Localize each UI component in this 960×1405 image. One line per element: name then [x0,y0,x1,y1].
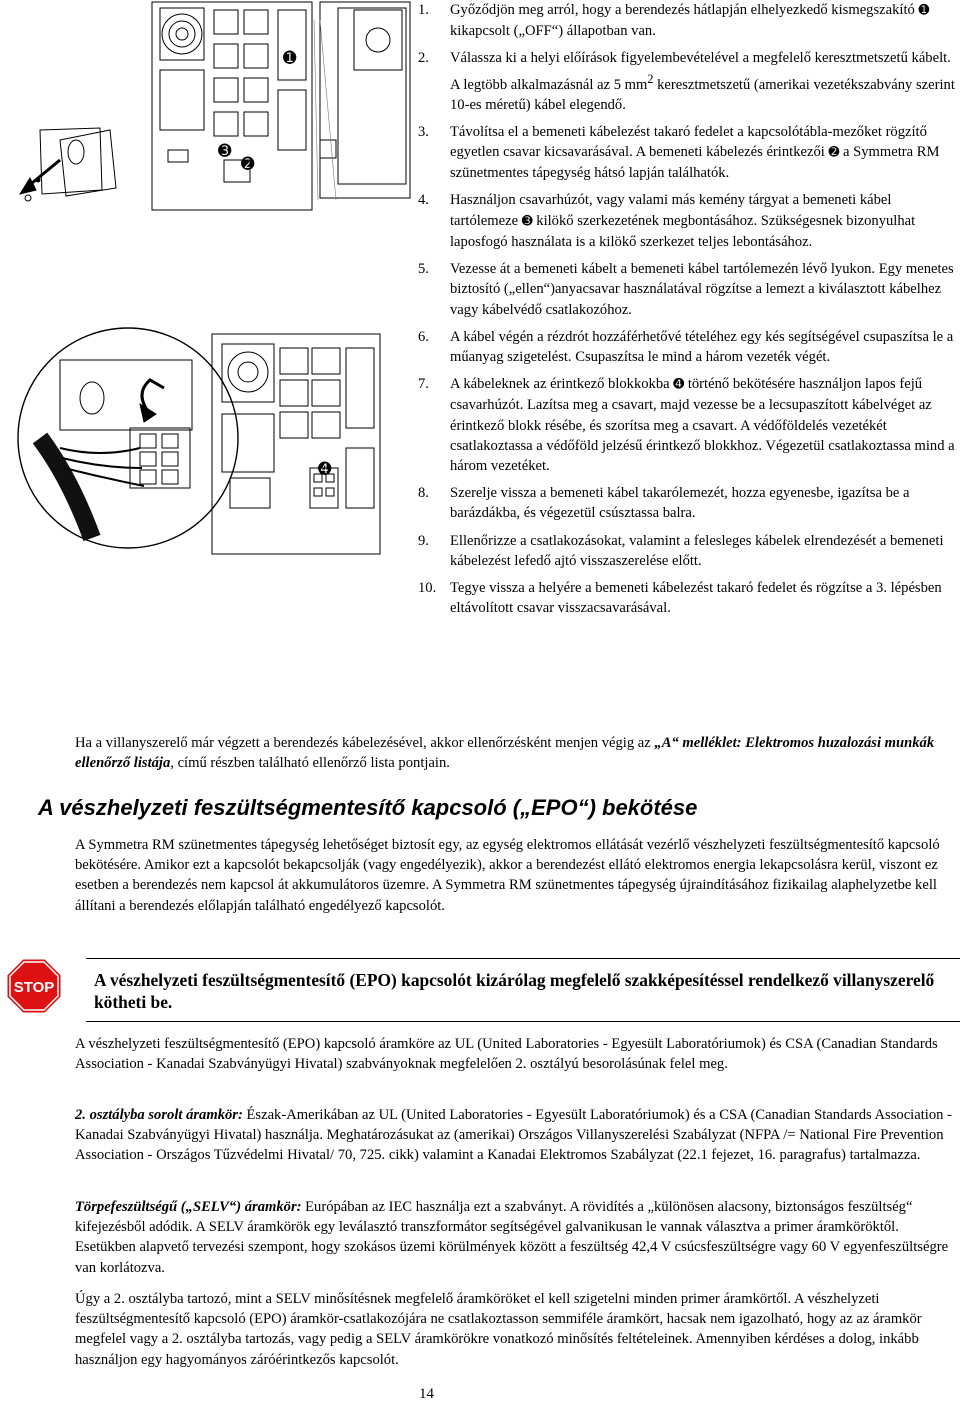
isolation-paragraph: Úgy a 2. osztályba tartozó, mint a SELV minősítésnek megfelelő áramköröket el kell szigetelni minden primer áramkörtől. A vészhelyzeti feszültségmentesítő kapcsoló (EPO) áramkör-csatlakozójára ne csatlakoztasson semmiféle áramkört, hacsak nem igazolható, hogy az az áramkör megfelel vagy a 2. osztályba tartozás, vagy pedig a SELV áramkörökre vonatkozó minősítés feltételeinek. Amennyiben kérdéses a dolog, inkább használjon egy hagyományos záróérintkezős kapcsolót. [75,1291,922,1368]
marker-1: ➊ [283,48,297,67]
step-10: 10. Tegye vissza a helyére a bemeneti kábelezést takaró fedelet és rögzítse a 3. lépésben eltávolított csavar visszacsavarásával. [418,579,942,617]
warning-box: A vészhelyzeti feszültségmentesítő (EPO) kapcsolót kizárólag megfelelő szakképesítéssel rendelkező villanyszerelő kötheti be. [86,958,960,1022]
selv-term: Törpefeszültségű („SELV“) áramkör: [75,1199,302,1215]
checklist-note: Ha a villanyszerelő már végzett a berendezés kábelezésével, akkor ellenőrzésként menjen végig az „A“ melléklet: Elektromos huzalozási munkák ellenőrző listája, című részben található ellenőrző lista pontjain. [75,735,935,772]
rear-panel-figure-top [0,0,412,215]
stop-sign-label: STOP [13,979,55,996]
step-4: 4. Használjon csavarhúzót, vagy valami más kemény tárgyat a bemeneti kábel tartólemeze ➌ kilökő szerkezetének megbontásához. Szükségesnek bizonyulhat laposfogó használata is a kilökő szerkezet teljes lebontásához. [418,192,916,250]
page-number: 14 [419,1386,434,1402]
marker-4-inline: ➍ [673,377,685,393]
step-6: 6. A kábel végén a rézdrót hozzáférhetővé tételéhez egy kés segítségével csupaszítsa le a műanyag szigetelést. Csupaszítsa le mind a három vezeték végét. [418,328,954,365]
section-title: A vészhelyzeti feszültségmentesítő kapcsoló („EPO“) bekötése [38,795,698,820]
step-2: 2. Válassza ki a helyi előírások figyelembevételével a megfelelő keresztmetszetű kábelt. A legtöbb alkalmazásnál az 5 $mm^2$ keresztmetszetű (amerikai vezetékszabvány szerint 10-es méretű) kábel elegendő. [418,50,955,113]
class2-term: 2. osztályba sorolt áramkör: [75,1107,243,1123]
step-8: 8. Szerelje vissza a bemeneti kábel takarólemezét, hozza egyenesbe, igazítsa be a barázdákba, és végezetül csúsztassa balra. [418,485,910,522]
marker-3: ➌ [218,141,232,160]
step-5: 5. Vezesse át a bemeneti kábelt a bemeneti kábel tartólemezén lévő lyukon. Egy menetes biztosító („ellen“)anyacsavar használatával rögzítse a lemezt a kiválasztott kábelhez vagy kábelvédő csatlakozóhoz. [418,261,954,318]
step-9: 9. Ellenőrizze a csatlakozásokat, valamint a felesleges kábelek elrendezését a bemeneti kábelezést lefedő ajtó visszaszerelése előtt. [418,532,944,569]
ul-csa-paragraph: A vészhelyzeti feszültségmentesítő (EPO) kapcsoló áramköre az UL (United Laboratories - Egyesült Laboratóriumok) és CSA (Canadian Standards Association - Kanadai Szabványügyi Hivatal) szabványoknak megfelelően 2. osztályú besorolásúnak felel meg. [75,1036,938,1073]
installation-steps [418,0,958,625]
step-1: 1. Győződjön meg arról, hogy a berendezés hátlapján elhelyezkedő kismegszakító ➊ kikapcsolt („OFF“) állapotban van. [418,2,930,40]
marker-3-inline: ➌ [521,213,533,229]
marker-4: ➍ [318,459,332,478]
stop-sign-icon [6,958,62,1014]
marker-2: ➋ [241,154,255,173]
input-wiring-figure [0,318,412,570]
epo-intro-paragraph: A Symmetra RM szünetmentes tápegység lehetőséget biztosít egy, az egység elektromos ellátását vezérlő vészhelyzeti feszültségmentesítő kapcsoló bekötésére. Amikor ezt a kapcsolót bekapcsolják (vagy engedélyezik), akkor a berendezést ellátó elektromos energia lekapcsolásra kerül, viszont ez esetben a berendezés nem kapcsol át akkumulátoros üzemre. A Symmetra RM szünetmentes tápegység újraindításához fizikailag alaphelyzetbe kell állítani a berendezés előlapján található engedélyező kapcsolót. [75,837,940,914]
selv-circuit-paragraph: Törpefeszültségű („SELV“) áramkör: Európában az IEC használja ezt a szabványt. A rövidítés a „különösen alacsony, biztonságos feszültség“ kifejezésből adódik. A SELV áramkörök egy leválasztó transzformátor segítségével galvanikusan le vannak választva a primer áramköröktől. Esetükben alapvető tervezési szempont, hogy szokásos üzemi körülmények között a feszültség 42,4 V csúcsfeszültségre vagy 60 V egyenfeszültségre van korlátozva. [75,1199,949,1276]
marker-2-inline: ➋ [828,145,840,161]
appendix-reference: „A“ melléklet: Elektromos huzalozási munkák ellenőrző listája [75,735,935,772]
step-3: 3. Távolítsa el a bemeneti kábelezést takaró fedelet a kapcsolótábla-mezőket rögzítő egyetlen csavar kicsavarásával. A bemeneti kábelezés érintkezői ➋ a Symmetra RM szünetmentes tápegység hátsó lapján találhatók. [418,123,940,182]
step-7: 7. A kábeleknek az érintkező blokkokba ➍ történő bekötésére használjon lapos fejű csavarhúzót. Lazítsa meg a csavart, majd vezesse be a lecsupaszított kábelvéget az érintkező blokk résébe, és szorítsa meg a csavart. A védőföldelés vezetékét csatlakoztassa a védőföld jelzésű érintkező blokkhoz. Végezetül csatlakoztassa mind a három vezetéket. [418,376,955,474]
marker-1-inline: ➊ [918,3,930,18]
class2-circuit-paragraph: 2. osztályba sorolt áramkör: Észak-Amerikában az UL (United Laboratories - Egyesült Laboratóriumok) és a CSA (Canadian Standards Association - Kanadai Szabványügyi Hivatal) használja. Meghatározásukat az (amerikai) Országos Villanyszerelési Szabályzat (NFPA /= National Fire Prevention Association - Országos Tűzvédelmi Hivatal/ 70, 725. cikk) valamint a Kanadai Elektromos Szabályzat (22.1 fejezet, 16. paragrafus) tartalmazza. [75,1107,952,1164]
